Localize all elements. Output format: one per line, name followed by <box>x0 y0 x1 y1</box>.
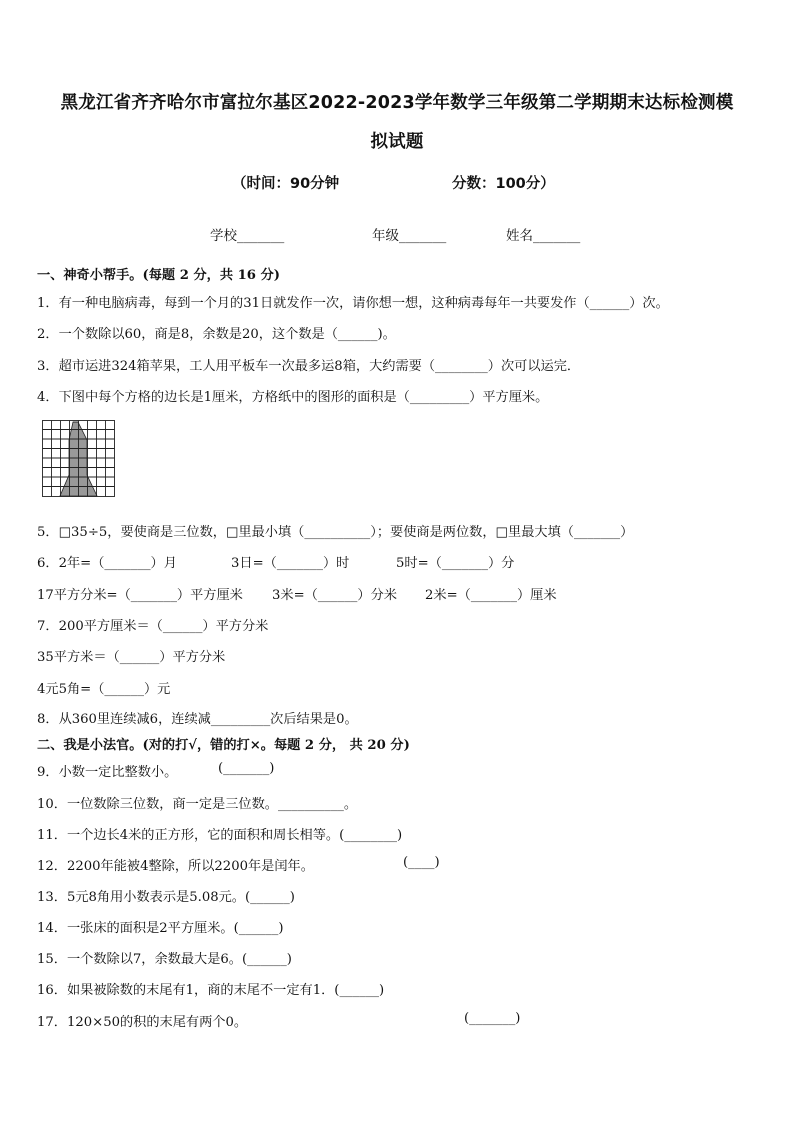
question-11: 11．一个边长4米的正方形，它的面积和周长相等。(________) <box>37 828 403 843</box>
question-14: 14．一张床的面积是2平方厘米。(______) <box>37 921 284 936</box>
question-6-sq-dm: 17平方分米=（_______）平方厘米 <box>37 588 243 603</box>
question-9: 9．小数一定比整数小。 <box>37 765 178 780</box>
question-8: 8．从360里连续减6，连续减_________次后结果是0。 <box>37 712 358 727</box>
question-7-yuan: 4元5角=（______）元 <box>37 682 171 697</box>
question-10: 10．一位数除三位数，商一定是三位数。__________。 <box>37 797 358 812</box>
question-1: 1．有一种电脑病毒，每到一个月的31日就发作一次，请你想一想，这种病毒每年一共要发作（______）次。 <box>37 296 669 311</box>
question-3: 3．超市运进324箱苹果，工人用平板车一次最多运8箱，大约需要（________）次可以运完． <box>37 359 581 374</box>
section1-heading: 一、神奇小帮手。(每题 2 分，共 16 分) <box>37 268 280 283</box>
question-13: 13．5元8角用小数表示是5.08元。(______) <box>37 890 295 905</box>
exam-score: 分数：100分） <box>452 176 555 192</box>
question-6-years: 6．2年=（_______）月 <box>37 556 177 571</box>
question-17-blank: (_______) <box>464 1011 521 1026</box>
page-title-line1: 黑龙江省齐齐哈尔市富拉尔基区2022-2023学年数学三年级第二学期期末达标检测模 <box>60 93 734 113</box>
question-5: 5．□35÷5，要使商是三位数，□里最小填（__________）；要使商是两位数，□里最大填（_______） <box>37 525 634 540</box>
question-6-meters-dm: 3米=（______）分米 <box>272 588 397 603</box>
question-7-sq-m: 35平方米＝（______）平方分米 <box>37 650 226 665</box>
section2-heading: 二、我是小法官。(对的打√，错的打×。每题 2 分， 共 20 分) <box>37 738 410 753</box>
name-field: 姓名_______ <box>506 228 581 244</box>
grid-lines <box>43 421 115 497</box>
question-6-days: 3日=（_______）时 <box>231 556 350 571</box>
question-17: 17．120×50的积的末尾有两个0。 <box>37 1015 248 1030</box>
question-16: 16．如果被除数的末尾有1，商的末尾不一定有1．(______) <box>37 983 385 998</box>
exam-time: （时间：90分钟 <box>232 176 340 192</box>
question-6-hours: 5时=（_______）分 <box>396 556 515 571</box>
question-4: 4．下图中每个方格的边长是1厘米，方格纸中的图形的面积是（_________）平方厘米。 <box>37 390 549 405</box>
grade-field: 年级_______ <box>372 228 447 244</box>
question-9-blank: (_______) <box>218 761 275 776</box>
question-12: 12．2200年能被4整除，所以2200年是闰年。 <box>37 859 314 874</box>
question-15: 15．一个数除以7，余数最大是6。(______) <box>37 952 292 967</box>
school-field: 学校_______ <box>210 228 285 244</box>
question-12-blank: (____) <box>403 855 440 870</box>
question-7-sq-cm: 7．200平方厘米＝（______）平方分米 <box>37 619 269 634</box>
grid-figure <box>42 420 116 498</box>
page-title-line2: 拟试题 <box>370 132 424 152</box>
question-6-meters-cm: 2米=（_______）厘米 <box>425 588 557 603</box>
question-2: 2．一个数除以60，商是8，余数是20，这个数是（______)。 <box>37 327 396 342</box>
